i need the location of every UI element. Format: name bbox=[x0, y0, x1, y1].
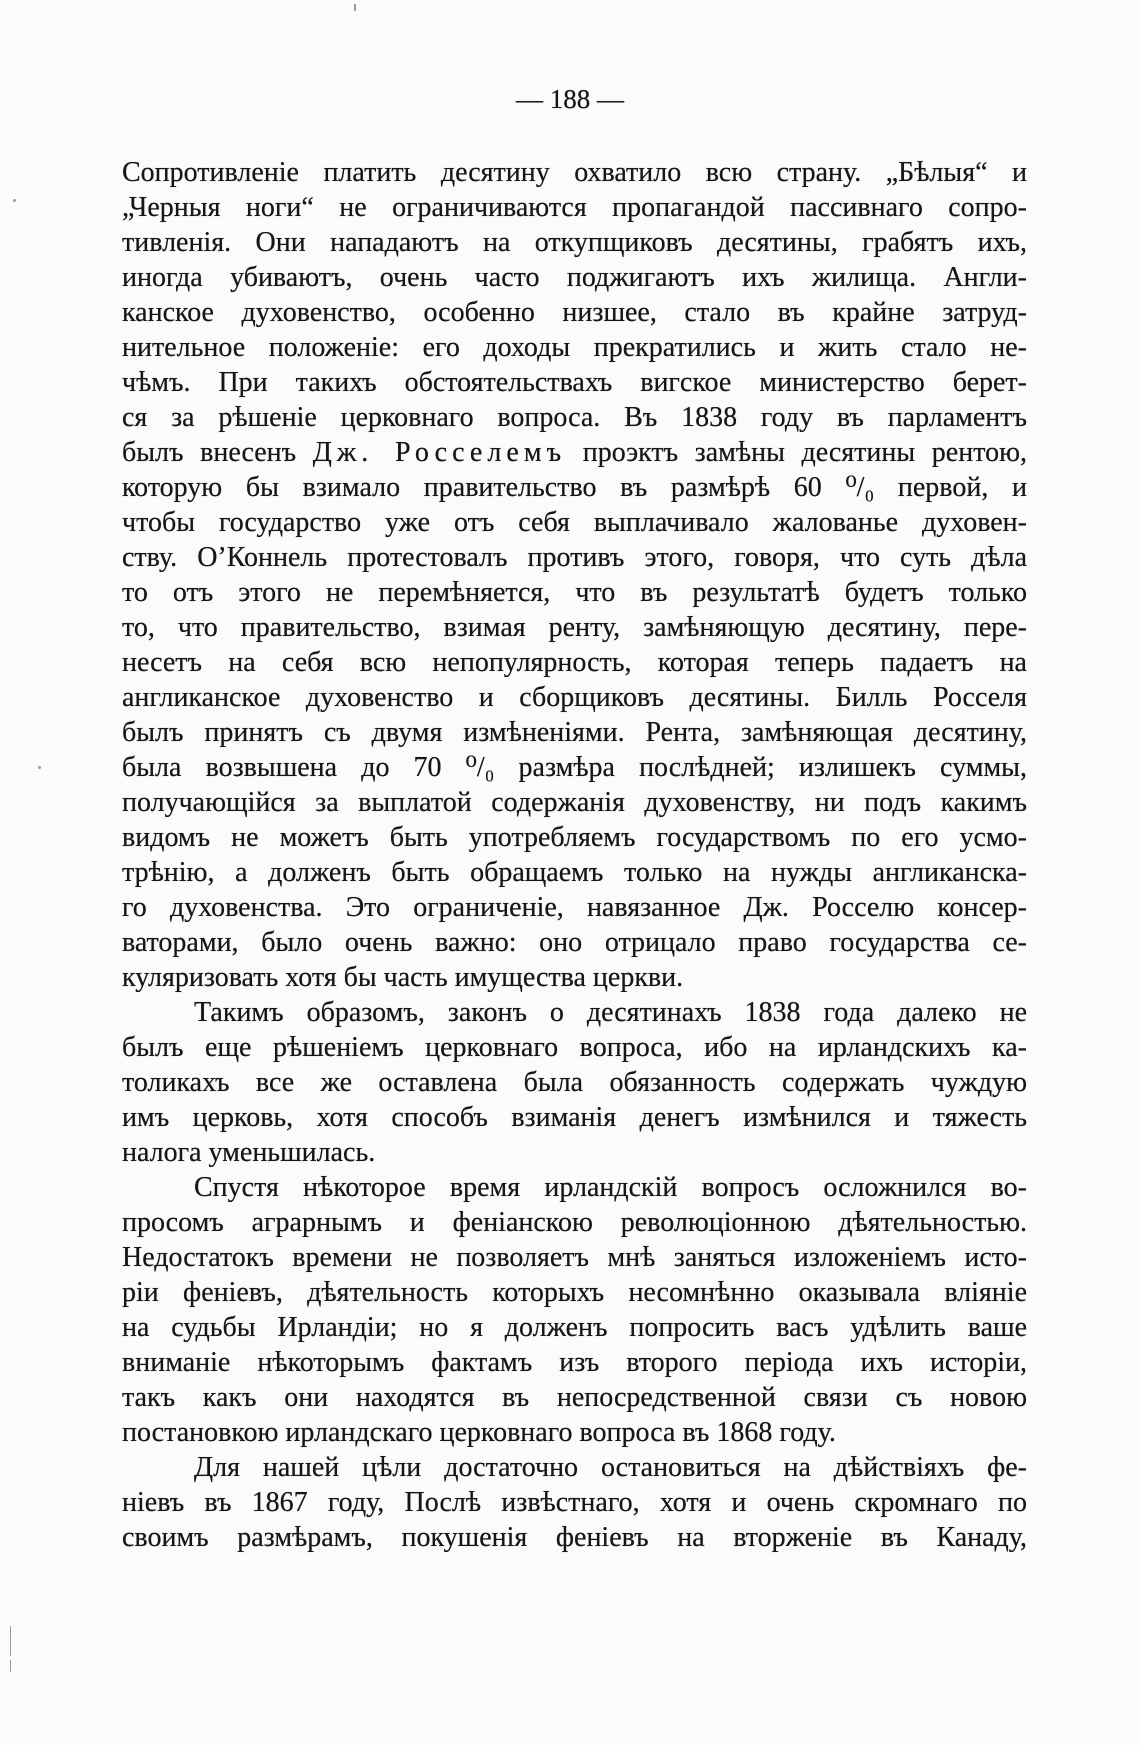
scan-artifact bbox=[10, 1660, 11, 1672]
text-line: ваторами, было очень важно: оно отрицало право государства се- bbox=[122, 927, 1027, 958]
text-line bbox=[122, 435, 1027, 470]
text-line: чтобы государство уже отъ себя выплачивало жалованье духовен- bbox=[122, 507, 1027, 538]
text-line: видомъ не можетъ быть употребляемъ государствомъ по его усмо- bbox=[122, 822, 1027, 853]
paragraph bbox=[122, 1170, 1027, 1450]
text-line: налога уменьшилась. bbox=[122, 1137, 376, 1168]
text-line: ся за рѣшеніе церковнаго вопроса. Въ 1838 году въ парламентъ bbox=[122, 402, 1027, 433]
text-line: ніевъ въ 1867 году, Послѣ извѣстнаго, хотя и очень скромнаго по bbox=[122, 1487, 1027, 1518]
text-line: Спустя нѣкоторое время ирландскій вопросъ осложнился во- bbox=[194, 1172, 1027, 1203]
text-line: несетъ на себя всю непопулярность, которая теперь падаетъ на bbox=[122, 647, 1027, 678]
text-line: англиканское духовенство и сборщиковъ десятины. Билль Росселя bbox=[122, 682, 1027, 713]
text-line: былъ принятъ съ двумя измѣненіями. Рента, замѣняющая десятину, bbox=[122, 717, 1027, 748]
page-body-text bbox=[122, 155, 1027, 1555]
text-line: была возвышена до 70 ⁰/₀ размѣра послѣдней; излишекъ суммы, bbox=[122, 752, 1027, 783]
text-line: вниманіе нѣкоторымъ фактамъ изъ второго періода ихъ исторіи, bbox=[122, 1347, 1027, 1378]
text-line: го духовенства. Это ограниченіе, навязанное Дж. Росселю консер- bbox=[122, 892, 1027, 923]
text-line: ству. О’Коннель протестовалъ противъ этого, говоря, что суть дѣла bbox=[122, 542, 1027, 573]
text-line: ріи феніевъ, дѣятельность которыхъ несомнѣнно оказывала вліяніе bbox=[122, 1277, 1027, 1308]
text-line: Для нашей цѣли достаточно остановиться на дѣйствіяхъ фе- bbox=[194, 1452, 1027, 1483]
scan-artifact bbox=[354, 4, 356, 11]
text-line: куляризовать хотя бы часть имущества церкви. bbox=[122, 962, 684, 993]
text-line: такъ какъ они находятся въ непосредственной связи съ новою bbox=[122, 1382, 1027, 1413]
scan-artifact bbox=[10, 1626, 11, 1656]
text-line: тивленія. Они нападаютъ на откупщиковъ десятины, грабятъ ихъ, bbox=[122, 227, 1027, 258]
text-line: на судьбы Ирландіи; но я долженъ попросить васъ удѣлить ваше bbox=[122, 1312, 1027, 1343]
text-line: своимъ размѣрамъ, покушенія феніевъ на вторженіе въ Канаду, bbox=[122, 1522, 1027, 1553]
text-line: то отъ этого не перемѣняется, что въ результатѣ будетъ только bbox=[122, 577, 1027, 608]
text-line: то, что правительство, взимая ренту, замѣняющую десятину, пере- bbox=[122, 612, 1027, 643]
text-segment: былъ внесенъ bbox=[122, 437, 313, 468]
paragraph bbox=[122, 155, 1027, 995]
text-segment: проэктъ замѣны десятины рентою, bbox=[566, 437, 1028, 468]
text-line: „Черныя ноги“ не ограничиваются пропагандой пассивнаго сопро- bbox=[122, 192, 1027, 223]
scan-artifact bbox=[38, 766, 41, 769]
text-line: Такимъ образомъ, законъ о десятинахъ 1838 года далеко не bbox=[194, 997, 1027, 1028]
scan-artifact bbox=[13, 199, 16, 202]
text-line: толикахъ все же оставлена была обязанность содержать чуждую bbox=[122, 1067, 1027, 1098]
text-line: Сопротивленіе платить десятину охватило всю страну. „Бѣлыя“ и bbox=[122, 157, 1027, 188]
text-line: чѣмъ. При такихъ обстоятельствахъ вигское министерство берет- bbox=[122, 367, 1027, 398]
paragraph bbox=[122, 995, 1027, 1170]
text-line: иногда убиваютъ, очень часто поджигаютъ ихъ жилища. Англи- bbox=[122, 262, 1027, 293]
page-number: — 188 — bbox=[516, 84, 624, 114]
text-line: которую бы взимало правительство въ размѣрѣ 60 ⁰/₀ первой, и bbox=[122, 472, 1027, 503]
text-line: Недостатокъ времени не позволяетъ мнѣ заняться изложеніемъ исто- bbox=[122, 1242, 1027, 1273]
text-line: канское духовенство, особенно низшее, стало въ крайне затруд- bbox=[122, 297, 1027, 328]
text-line: имъ церковь, хотя способъ взиманія денегъ измѣнился и тяжесть bbox=[122, 1102, 1027, 1133]
spaced-name: Дж. Росселемъ bbox=[312, 437, 567, 468]
text-line: получающійся за выплатой содержанія духовенству, ни подъ какимъ bbox=[122, 787, 1027, 818]
text-line: нительное положеніе: его доходы прекратились и жить стало не- bbox=[122, 332, 1027, 363]
text-line: постановкою ирландскаго церковнаго вопроса въ 1868 году. bbox=[122, 1417, 836, 1448]
text-line: трѣнію, а долженъ быть обращаемъ только на нужды англиканска- bbox=[122, 857, 1027, 888]
text-line: просомъ аграрнымъ и феніанскою революціонною дѣятельностью. bbox=[122, 1207, 1027, 1238]
paragraph bbox=[122, 1450, 1027, 1555]
text-line: былъ еще рѣшеніемъ церковнаго вопроса, ибо на ирландскихъ ка- bbox=[122, 1032, 1027, 1063]
